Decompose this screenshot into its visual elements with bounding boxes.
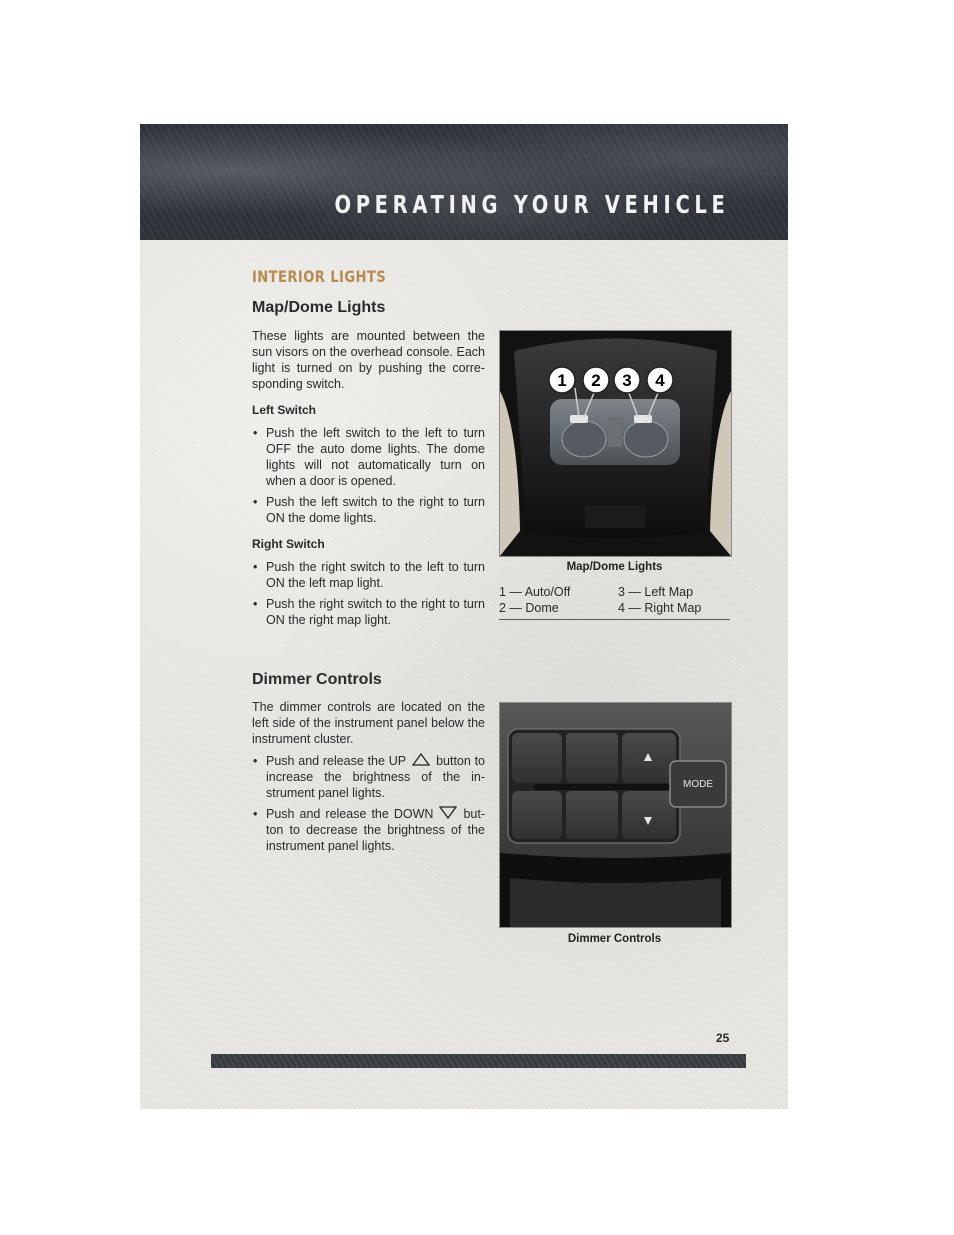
dimmer-text [252, 699, 485, 859]
list-item [252, 806, 485, 854]
up-triangle-icon [412, 753, 430, 766]
dimmer-photo [499, 702, 732, 928]
map-dome-heading: Map/Dome Lights [252, 299, 386, 316]
map-dome-caption: Map/Dome Lights [566, 561, 663, 573]
list-item: • Push the right switch to the right to turn ON the right map light. [252, 596, 485, 628]
svg-text:2: 2 [591, 371, 601, 390]
down-text-before: Push and release the DOWN [266, 807, 434, 821]
map-dome-intro: These lights are mounted between the sun visors on the overhead console. Each light is turned on by pushing the corre-sponding switch. [252, 329, 485, 391]
up-text-before: Push and release the UP [266, 754, 407, 768]
svg-text:1: 1 [557, 371, 567, 390]
overhead-console-illustration [500, 331, 731, 556]
mode-button-label: MODE [683, 779, 713, 790]
legend-item-left-map: 3 — Left Map [618, 585, 694, 599]
manual-page [140, 124, 788, 1109]
dimmer-heading: Dimmer Controls [252, 671, 382, 688]
list-item: • Push the left switch to the right to turn ON the dome lights. [252, 494, 485, 526]
right-switch-heading: Right Switch [252, 537, 325, 551]
header-banner [140, 124, 788, 240]
right-switch-list [252, 559, 485, 628]
callout-4 [647, 367, 673, 393]
left-switch-list [252, 425, 485, 526]
down-triangle-icon [439, 806, 457, 819]
svg-text:3: 3 [622, 371, 632, 390]
legend-item-right-map: 4 — Right Map [618, 601, 702, 615]
dimmer-panel-illustration [500, 703, 731, 927]
legend-row [499, 600, 730, 616]
section-title: INTERIOR LIGHTS [252, 267, 387, 286]
footer-bar [211, 1054, 746, 1068]
legend-item-dome: 2 — Dome [499, 601, 559, 615]
list-item: • Push the right switch to the left to turn ON the left map light. [252, 559, 485, 591]
map-dome-photo [499, 330, 732, 557]
callout-3 [614, 367, 640, 393]
legend-row [499, 584, 730, 600]
map-dome-legend [499, 584, 730, 620]
callout-1 [549, 367, 575, 393]
map-dome-text [252, 328, 485, 633]
dimmer-caption: Dimmer Controls [567, 933, 662, 945]
page-number: 25 [716, 1031, 730, 1045]
callout-2 [583, 367, 609, 393]
down-text-after: but-ton to decrease the brightness of the instrument panel lights. [266, 807, 485, 853]
list-item [252, 753, 485, 801]
left-switch-heading: Left Switch [252, 403, 317, 417]
list-item: • Push the left switch to the left to turn OFF the auto dome lights. The dome lights will not automatically turn on when a door is opened. [252, 425, 485, 489]
legend-item-auto-off: 1 — Auto/Off [499, 585, 571, 599]
chapter-title: OPERATING YOUR VEHICLE [334, 190, 730, 219]
svg-text:4: 4 [655, 371, 665, 390]
dimmer-list [252, 753, 485, 854]
up-text-after: button to increase the brightness of the in-strument panel lights. [266, 754, 486, 800]
dimmer-intro: The dimmer controls are located on the left side of the instrument panel below the instrument cluster. [252, 700, 485, 746]
